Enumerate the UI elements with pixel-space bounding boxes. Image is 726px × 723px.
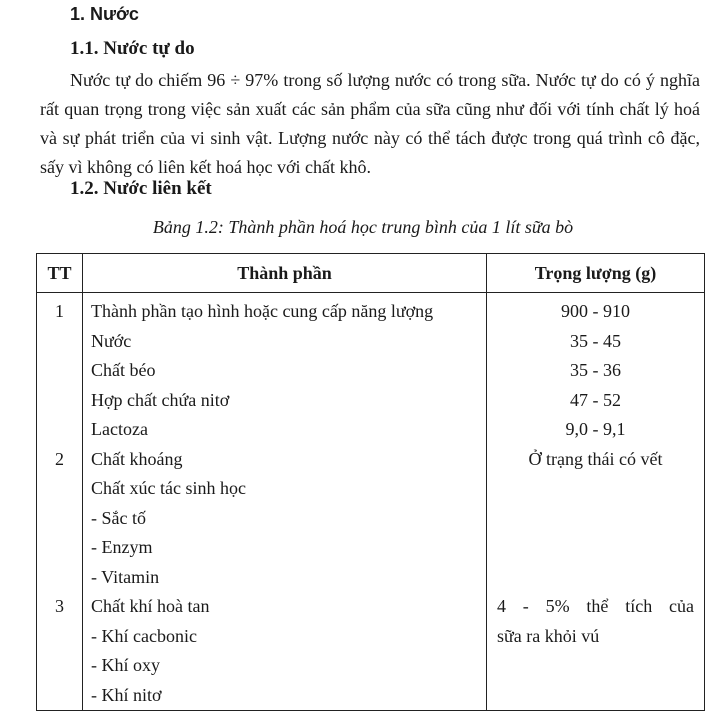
table-header-row xyxy=(37,254,705,293)
composition-table xyxy=(36,253,705,711)
subsection-heading-free-water: 1.1. Nước tự do xyxy=(70,38,195,59)
component-item: Nước xyxy=(91,330,132,351)
component-item: Chất khí hoà tan xyxy=(91,596,210,616)
component-item: Hợp chất chứa nitơ xyxy=(91,389,230,410)
subsection-heading-bound-water: 1.2. Nước liên kết xyxy=(70,178,212,199)
weight-value: 35 - 36 xyxy=(570,360,621,380)
component-item: Chất khoáng xyxy=(91,448,183,469)
weight-value: 35 - 45 xyxy=(570,330,621,351)
row-number: 2 xyxy=(55,448,64,469)
free-water-paragraph xyxy=(40,66,700,182)
weight-value: Ở trạng thái có vết xyxy=(528,448,663,469)
header-tt: TT xyxy=(37,254,83,293)
component-item: Lactoza xyxy=(91,419,148,439)
paragraph-text: Nước tự do chiếm 96 ÷ 97% trong số lượng nước có trong sữa. Nước tự do có ý nghĩa rất quan trọng trong việc sản xuất các sản phẩm của sữa cũng như đối với tính chất lý hoá và sự phát triển của vi sinh vật. Lượng nước này có thể tách được trong quá trình cô đặc, sấy vì không có liên kết hoá học với chất khô. xyxy=(40,70,700,177)
header-weight: Trọng lượng (g) xyxy=(487,254,705,293)
weight-value: sữa ra khỏi vú xyxy=(497,625,600,646)
weight-value: 900 - 910 xyxy=(561,301,630,321)
weight-value: 9,0 - 9,1 xyxy=(565,419,626,439)
row-number: 1 xyxy=(55,301,64,321)
component-item: Thành phần tạo hình hoặc cung cấp năng lượng xyxy=(91,301,434,321)
header-component: Thành phần xyxy=(83,254,487,293)
component-item: - Khí oxy xyxy=(91,655,160,675)
table-row xyxy=(37,592,705,711)
component-item: - Khí cacbonic xyxy=(91,625,197,646)
table-row xyxy=(37,445,705,593)
component-item: - Enzym xyxy=(91,537,153,557)
component-item: - Khí nitơ xyxy=(91,684,162,705)
component-item: Chất béo xyxy=(91,360,156,380)
component-item: Chất xúc tác sinh học xyxy=(91,478,246,498)
weight-value: 47 - 52 xyxy=(570,389,621,410)
section-heading-water: 1. Nước xyxy=(70,4,139,24)
table-caption: Bảng 1.2: Thành phần hoá học trung bình của 1 lít sữa bò xyxy=(152,217,574,237)
row-number: 3 xyxy=(55,596,64,616)
component-item: - Vitamin xyxy=(91,566,160,587)
weight-value: 4 - 5% thể tích của xyxy=(497,596,694,616)
component-item: - Sắc tố xyxy=(91,507,146,528)
table-row xyxy=(37,293,705,445)
